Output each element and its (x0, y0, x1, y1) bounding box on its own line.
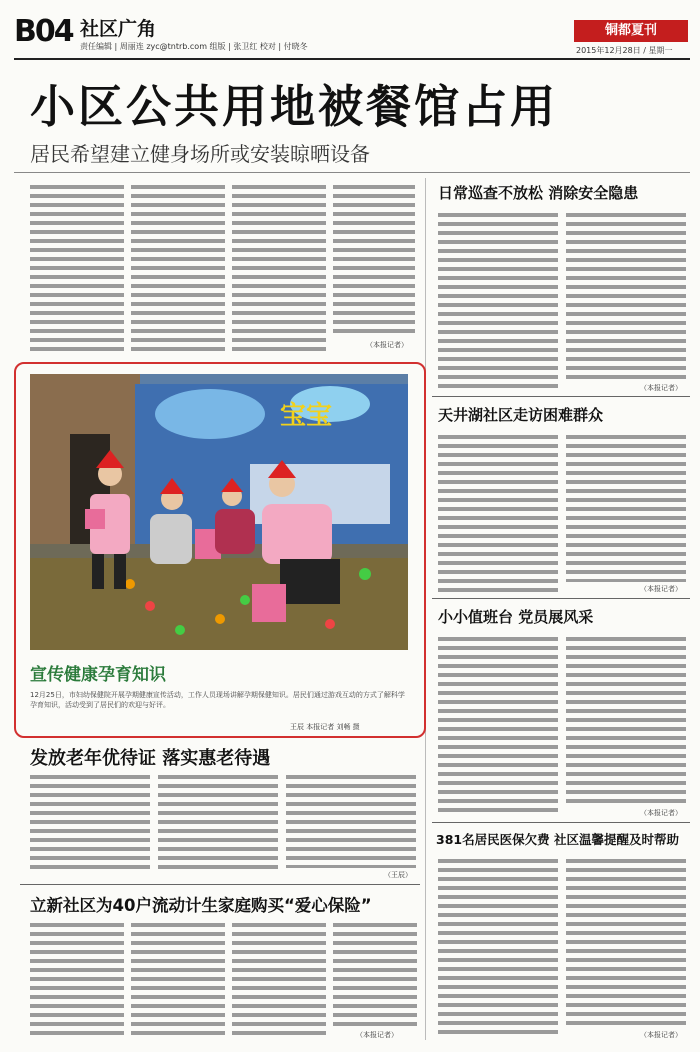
photo-caption: 12月25日，市妇幼保健院开展孕期健康宣传活动，工作人员现场讲解孕期保健知识。居民们通过游戏互动的方式了解科学孕育知识，活动受到了居民们的欢迎与好评。 (30, 691, 405, 709)
story-separator (432, 396, 690, 397)
right-story-4-column-1 (438, 856, 558, 1034)
right-story-4-title: 381名居民医保欠费 社区温馨提醒及时帮助 (436, 832, 679, 847)
page-number: B04 (14, 14, 73, 49)
right-story-3-title: 小小值班台 党员展风采 (438, 608, 594, 626)
right-story-3-end-tag: （本报记者） (640, 809, 682, 817)
main-story-column-4 (333, 182, 415, 338)
right-story-4-end-tag: （本报记者） (640, 1031, 682, 1039)
right-story-2-title: 天井湖社区走访困难群众 (438, 406, 604, 424)
left-story-1-column-3 (286, 772, 416, 868)
left-story-2-column-2 (131, 920, 225, 1038)
main-story-column-3 (232, 182, 326, 352)
main-headline: 小区公共用地被餐馆占用 (30, 80, 559, 133)
right-story-1-column-1 (438, 210, 558, 388)
right-story-2-column-2 (566, 432, 686, 582)
right-story-1-column-2 (566, 210, 686, 380)
main-story-column-2 (131, 182, 225, 352)
main-story-end-tag: （本报记者） (366, 341, 408, 349)
left-story-1-column-1 (30, 772, 150, 872)
event-photo-illustration (30, 374, 408, 650)
newspaper-brand: 铜都夏刊 (574, 20, 688, 42)
story-separator (432, 598, 690, 599)
right-story-1-title: 日常巡查不放松 消除安全隐患 (438, 184, 639, 202)
subheadline-rule (14, 172, 690, 173)
right-story-4-column-2 (566, 856, 686, 1026)
story-separator (20, 884, 420, 885)
left-story-1-end-tag: （王辰） (384, 871, 412, 879)
right-story-3-column-2 (566, 634, 686, 804)
main-story-column-1 (30, 182, 124, 352)
left-story-2-column-4 (333, 920, 417, 1028)
left-story-2-title: 立新社区为40户流动计生家庭购买“爱心保险” (30, 896, 372, 915)
header-rule (14, 58, 690, 60)
left-story-1-column-2 (158, 772, 278, 872)
right-story-1-end-tag: （本报记者） (640, 384, 682, 392)
main-subheadline: 居民希望建立健身场所或安装晾晒设备 (30, 142, 370, 166)
story-separator (432, 822, 690, 823)
section-title: 社区广角 (80, 18, 157, 40)
editor-credits: 责任编辑 | 周丽连 zyc@tntrb.com 组版 | 张卫红 校对 | 付晓冬 (80, 42, 308, 51)
left-story-2-column-1 (30, 920, 124, 1038)
issue-date: 2015年12月28日 / 星期一 (576, 46, 673, 55)
right-story-3-column-1 (438, 634, 558, 812)
left-story-2-end-tag: （本报记者） (356, 1031, 398, 1039)
photo-caption-title: 宣传健康孕育知识 (30, 665, 166, 685)
left-story-1-title: 发放老年优待证 落实惠老待遇 (30, 748, 271, 769)
right-story-2-column-1 (438, 432, 558, 592)
photo-credit: 王辰 本报记者 刘畅 摄 (290, 723, 360, 731)
right-story-2-end-tag: （本报记者） (640, 585, 682, 593)
backdrop-banner-text: 宝宝 (280, 401, 333, 431)
left-story-2-column-3 (232, 920, 326, 1038)
event-photo (30, 374, 408, 650)
